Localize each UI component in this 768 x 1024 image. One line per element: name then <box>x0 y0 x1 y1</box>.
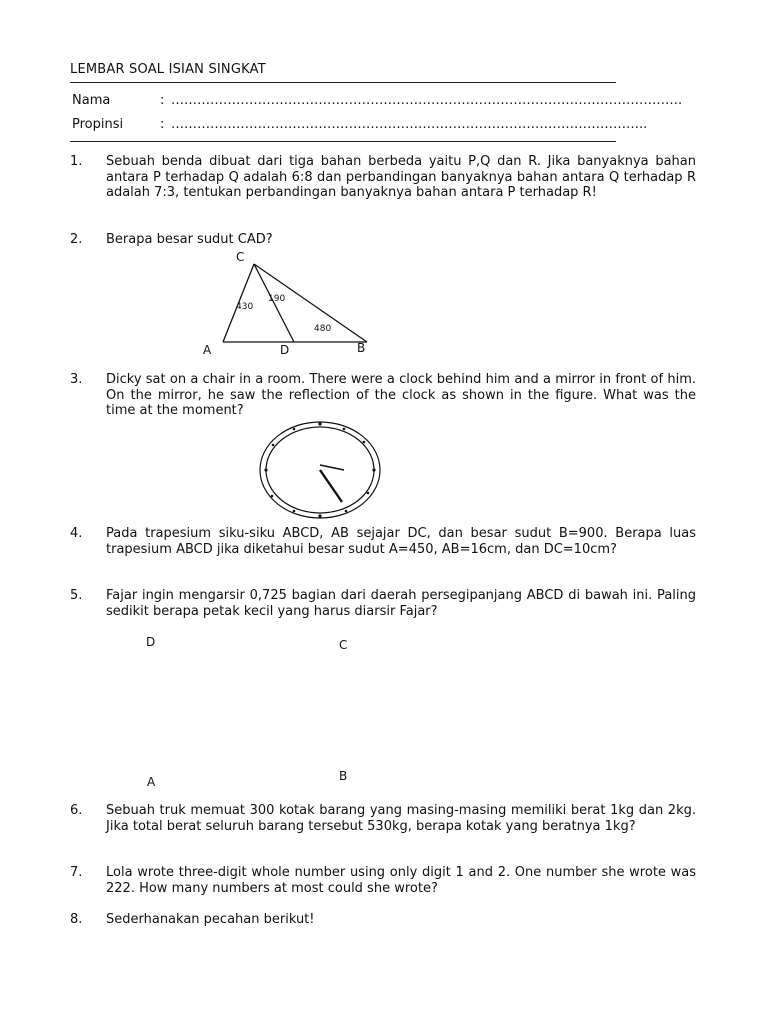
question-1-text: Sebuah benda dibuat dari tiga bahan berbeda yaitu P,Q dan R. Jika banyaknya bahan antara P terhadap Q adalah 6:8 dan perbandingan banyaknya bahan antara Q terhadap R adalah 7:3, tentukan perbandingan banyaknya bahan antara P terhadap R! <box>106 154 696 200</box>
name-colon: : <box>160 93 165 108</box>
question-1-number: 1. <box>70 154 83 169</box>
question-4-text: Pada trapesium siku-siku ABCD, AB sejajar DC, dan besar sudut B=900. Berapa luas trapesium ABCD jika diketahui besar sudut A=450, AB=16cm, dan DC=10cm? <box>106 526 696 557</box>
province-label: Propinsi <box>72 117 124 132</box>
page-title: LEMBAR SOAL ISIAN SINGKAT <box>70 62 266 77</box>
question-4-number: 4. <box>70 526 83 541</box>
province-colon: : <box>160 117 165 132</box>
mirror-clock-figure <box>256 418 384 522</box>
question-2-text: Berapa besar sudut CAD? <box>106 232 273 247</box>
vertex-d-label: D <box>280 343 290 357</box>
clock-minute-hand <box>320 470 342 502</box>
header-divider-bottom <box>70 141 616 142</box>
question-7-text: Lola wrote three-digit whole number using only digit 1 and 2. One number she wrote was 222. How many numbers at most could she wrote? <box>106 865 696 896</box>
rect-vertex-d-label: D <box>146 635 156 649</box>
header-divider-top <box>70 82 616 83</box>
question-7-number: 7. <box>70 865 83 880</box>
question-2-number: 2. <box>70 232 83 247</box>
question-5-number: 5. <box>70 588 83 603</box>
question-6-number: 6. <box>70 803 83 818</box>
angle-a-label: 430 <box>236 302 254 312</box>
question-6-text: Sebuah truk memuat 300 kotak barang yang masing-masing memiliki berat 1kg dan 2kg. Jika total berat seluruh barang tersebut 530kg, berapa kotak yang beratnya 1kg? <box>106 803 696 834</box>
rect-vertex-b-label: B <box>339 769 348 783</box>
angle-b-label: 480 <box>314 324 332 334</box>
question-3-text: Dicky sat on a chair in a room. There were a clock behind him and a mirror in front of him. On the mirror, he saw the reflection of the clock as shown in the figure. What was the time at the moment? <box>106 372 696 418</box>
clock-hour-hand <box>320 465 344 470</box>
province-field[interactable]: ……………………………………………………………………………………………….. <box>171 117 648 132</box>
name-label: Nama <box>72 93 111 108</box>
rect-vertex-c-label: C <box>339 638 348 652</box>
question-8-number: 8. <box>70 912 83 927</box>
question-3-number: 3. <box>70 372 83 387</box>
vertex-c-label: C <box>236 250 245 264</box>
question-8-text: Sederhanakan pecahan berikut! <box>106 912 315 927</box>
vertex-b-label: B <box>357 341 366 355</box>
vertex-a-label: A <box>203 343 212 357</box>
rect-vertex-a-label: A <box>147 775 156 789</box>
question-5-text: Fajar ingin mengarsir 0,725 bagian dari daerah persegipanjang ABCD di bawah ini. Paling sedikit berapa petak kecil yang harus diarsir Fajar? <box>106 588 696 619</box>
angle-c-label: 190 <box>268 294 286 304</box>
name-field[interactable]: ………………………………………………………………………………………………………. <box>171 93 683 108</box>
